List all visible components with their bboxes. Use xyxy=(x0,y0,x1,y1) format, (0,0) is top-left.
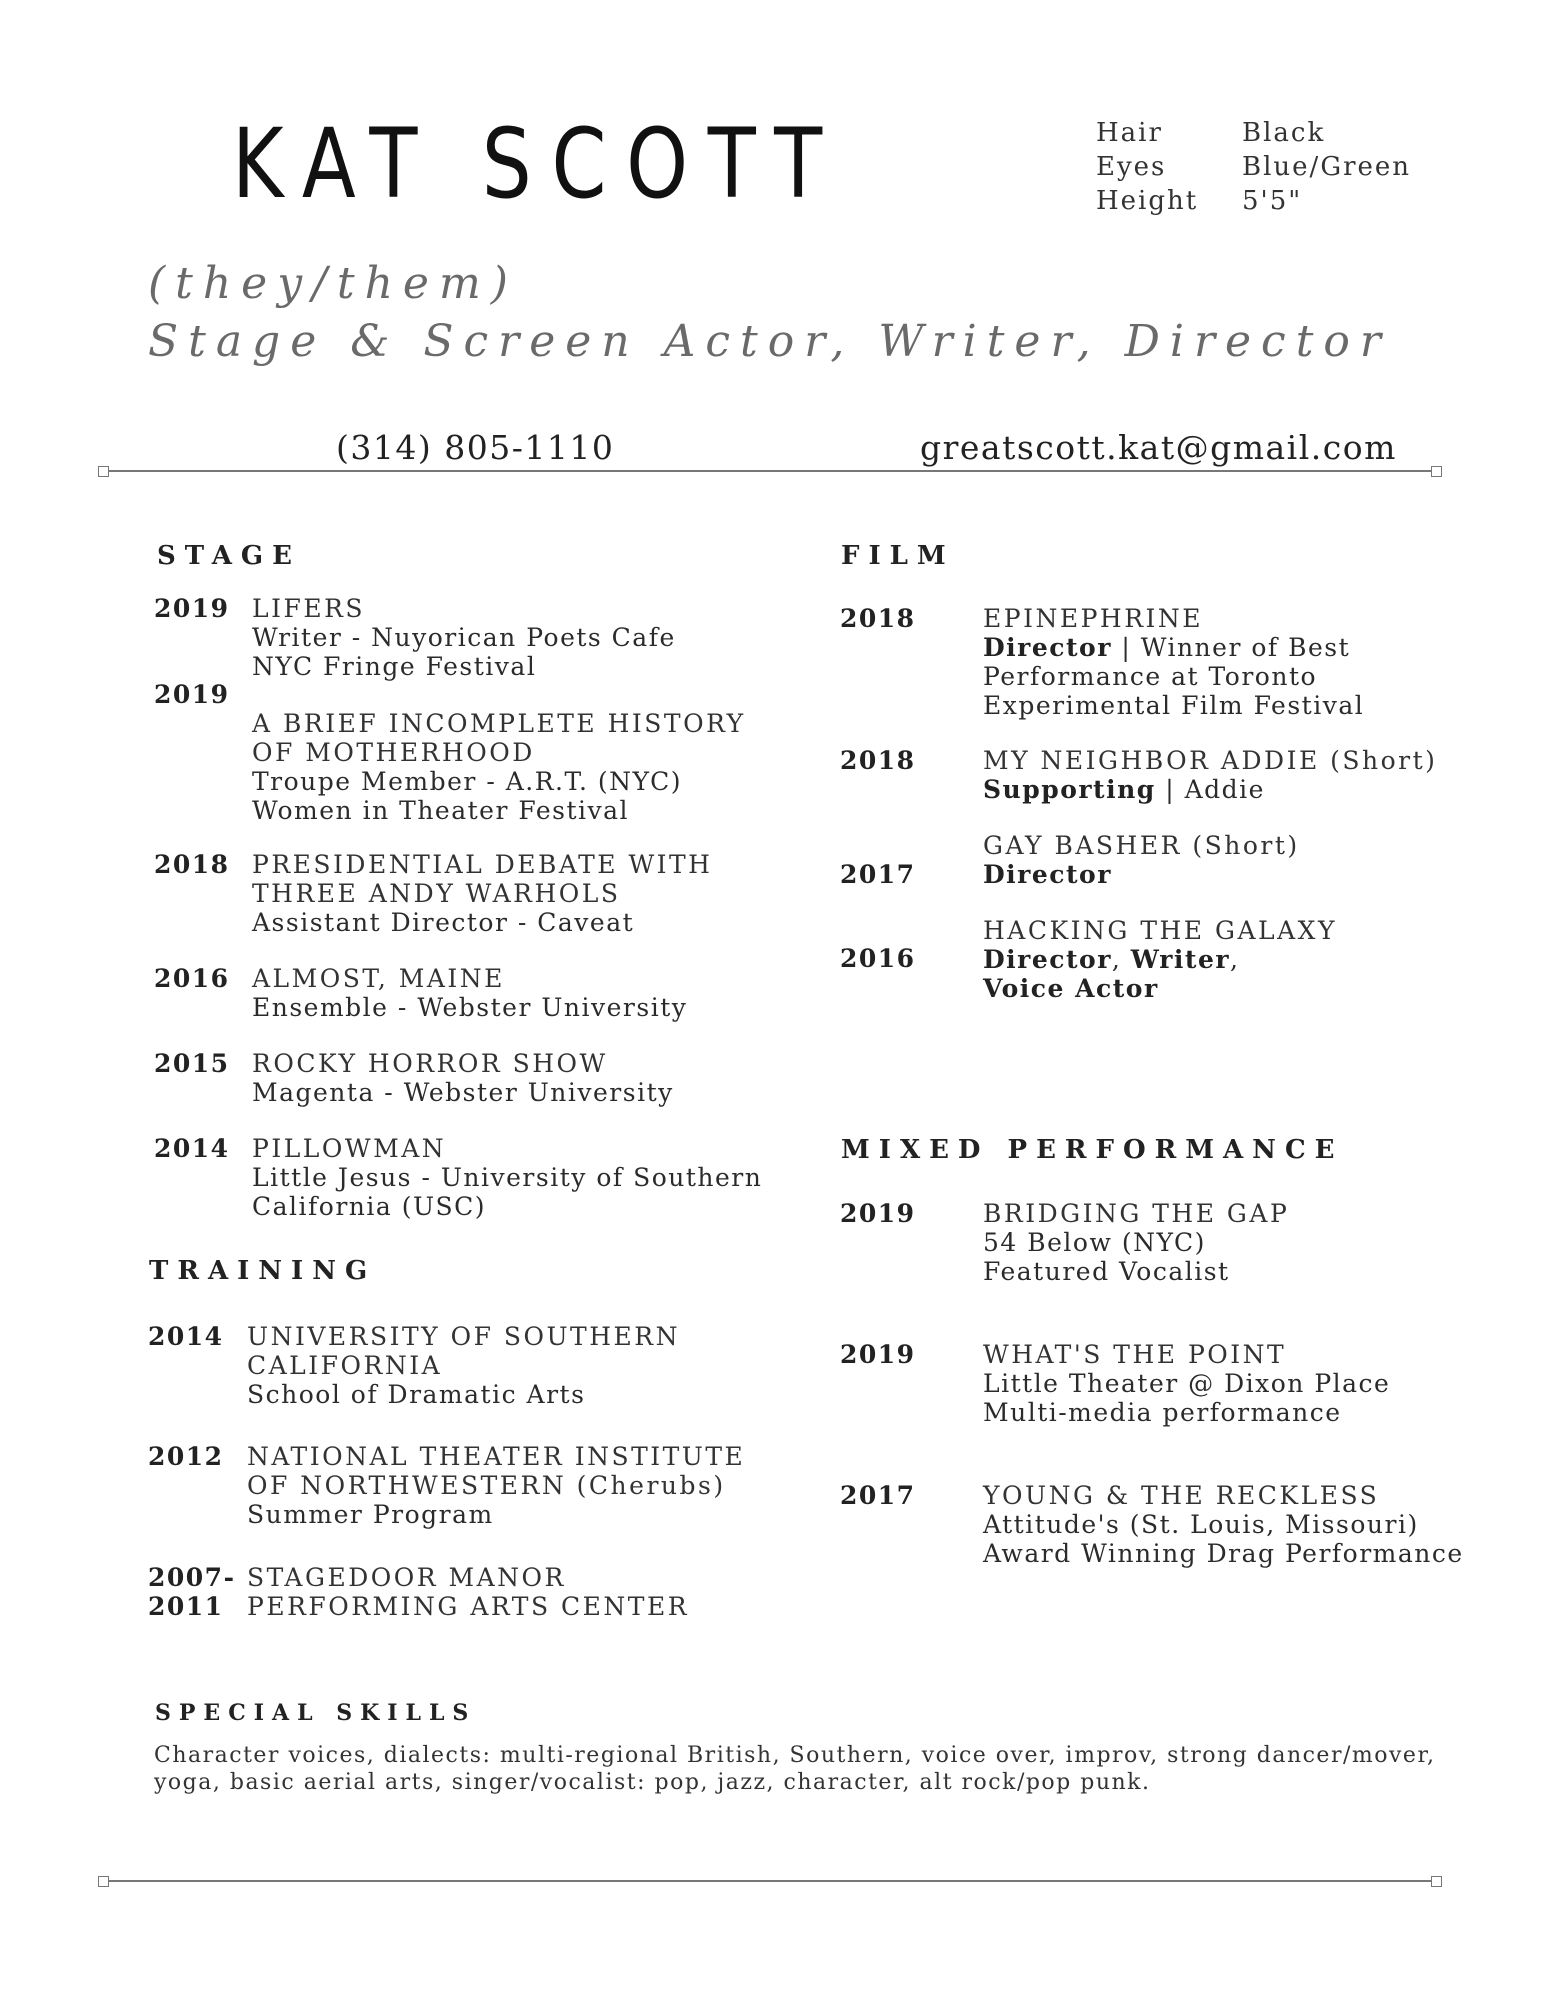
divider-handle xyxy=(98,466,109,477)
entry-detail: Writer - Nuyorican Poets Cafe xyxy=(252,623,676,652)
stat-value: 5'5" xyxy=(1242,186,1303,216)
entry-year: 2017 xyxy=(840,1481,916,1510)
entry-year: 2014 xyxy=(154,1134,230,1163)
mixed-performance-heading: MIXED PERFORMANCE xyxy=(841,1135,1344,1165)
entry-title: CALIFORNIA xyxy=(247,1351,443,1380)
entry-title: LIFERS xyxy=(252,594,366,623)
film-entry xyxy=(983,746,1437,804)
entry-detail: , xyxy=(1230,945,1240,974)
entry-detail: Women in Theater Festival xyxy=(252,796,630,825)
entry-detail: | Addie xyxy=(1155,775,1265,804)
entry-title: GAY BASHER (Short) xyxy=(983,831,1300,860)
entry-detail: | Winner of Best xyxy=(1111,633,1351,662)
entry-detail: School of Dramatic Arts xyxy=(247,1380,586,1409)
entry-year: 2016 xyxy=(154,964,230,993)
film-entry xyxy=(983,916,1337,1003)
entry-role: Supporting xyxy=(983,775,1156,804)
training-heading: TRAINING xyxy=(149,1256,377,1286)
entry-title: THREE ANDY WARHOLS xyxy=(252,879,621,908)
entry-year: 2017 xyxy=(840,860,916,889)
entry-year: 2018 xyxy=(154,850,230,879)
stage-entry xyxy=(252,1049,674,1107)
stage-entry xyxy=(252,1134,762,1221)
entry-detail: Multi-media performance xyxy=(983,1398,1342,1427)
entry-title: STAGEDOOR MANOR xyxy=(247,1563,566,1592)
entry-detail: , xyxy=(1111,945,1131,974)
entry-role: Writer xyxy=(1130,945,1231,974)
entry-title: PRESIDENTIAL DEBATE WITH xyxy=(252,850,713,879)
stage-entry xyxy=(252,594,676,681)
entry-year: 2016 xyxy=(840,944,916,973)
entry-role: Director xyxy=(983,945,1112,974)
top-divider xyxy=(102,470,1438,472)
entry-title: PERFORMING ARTS CENTER xyxy=(247,1592,690,1621)
stage-entry xyxy=(252,850,713,937)
special-skills-heading: SPECIAL SKILLS xyxy=(155,1700,477,1726)
entry-year: 2019 xyxy=(154,680,230,709)
entry-year: 2018 xyxy=(840,746,916,775)
divider-handle xyxy=(1431,1876,1442,1887)
entry-title: MY NEIGHBOR ADDIE (Short) xyxy=(983,746,1438,775)
entry-title: A BRIEF INCOMPLETE HISTORY xyxy=(252,709,746,738)
entry-title: HACKING THE GALAXY xyxy=(983,916,1337,945)
bottom-divider xyxy=(102,1880,1438,1882)
stat-label: Hair xyxy=(1096,118,1163,148)
entry-detail: NYC Fringe Festival xyxy=(252,652,537,681)
training-entry xyxy=(247,1442,745,1529)
entry-year: 2019 xyxy=(840,1340,916,1369)
stage-entry xyxy=(252,964,687,1022)
mixed-entry xyxy=(983,1199,1289,1286)
entry-detail: Little Jesus - University of Southern xyxy=(252,1163,763,1192)
entry-year: 2015 xyxy=(154,1049,230,1078)
entry-title: ROCKY HORROR SHOW xyxy=(252,1049,608,1078)
entry-title: EPINEPHRINE xyxy=(983,604,1204,633)
email-address: greatscott.kat@gmail.com xyxy=(920,428,1397,467)
entry-detail: Troupe Member - A.R.T. (NYC) xyxy=(252,767,682,796)
year-end: 2011 xyxy=(148,1592,224,1621)
actor-name: KAT SCOTT xyxy=(232,108,842,220)
divider-handle xyxy=(1431,466,1442,477)
entry-title: PILLOWMAN xyxy=(252,1134,447,1163)
training-entry xyxy=(247,1563,689,1621)
entry-detail: Little Theater @ Dixon Place xyxy=(983,1369,1391,1398)
special-skills-text: Character voices, dialects: multi-regional British, Southern, voice over, improv, strong dancer/mover, yoga, basic aerial arts, singer/vocalist: pop, jazz, character, alt rock/pop punk. xyxy=(154,1743,1436,1795)
entry-detail: Summer Program xyxy=(247,1500,494,1529)
stat-value: Black xyxy=(1242,118,1326,148)
mixed-entry xyxy=(983,1481,1464,1568)
entry-title: WHAT'S THE POINT xyxy=(983,1340,1287,1369)
entry-title: UNIVERSITY OF SOUTHERN xyxy=(247,1322,680,1351)
entry-detail: Assistant Director - Caveat xyxy=(252,908,635,937)
entry-title: YOUNG & THE RECKLESS xyxy=(983,1481,1380,1510)
entry-detail: Award Winning Drag Performance xyxy=(983,1539,1464,1568)
entry-title: OF NORTHWESTERN (Cherubs) xyxy=(247,1471,726,1500)
film-heading: FILM xyxy=(841,541,955,571)
stage-heading: STAGE xyxy=(157,541,301,571)
training-entry xyxy=(247,1322,680,1409)
entry-detail: Attitude's (St. Louis, Missouri) xyxy=(983,1510,1419,1539)
stage-entry xyxy=(252,709,746,825)
entry-title: OF MOTHERHOOD xyxy=(252,738,535,767)
stat-label: Eyes xyxy=(1096,152,1167,182)
entry-year: 2019 xyxy=(154,594,230,623)
film-entry xyxy=(983,604,1364,720)
entry-title: BRIDGING THE GAP xyxy=(983,1199,1290,1228)
divider-handle xyxy=(98,1876,109,1887)
entry-title: NATIONAL THEATER INSTITUTE xyxy=(247,1442,746,1471)
entry-detail: Ensemble - Webster University xyxy=(252,993,688,1022)
entry-detail: 54 Below (NYC) xyxy=(983,1228,1206,1257)
entry-detail: Featured Vocalist xyxy=(983,1257,1230,1286)
mixed-entry xyxy=(983,1340,1390,1427)
entry-role: Director xyxy=(983,860,1112,889)
entry-detail: Experimental Film Festival xyxy=(983,691,1365,720)
entry-detail: Performance at Toronto xyxy=(983,662,1318,691)
entry-detail: Magenta - Webster University xyxy=(252,1078,674,1107)
entry-role: Director xyxy=(983,633,1112,662)
pronouns: (they/them) xyxy=(148,258,518,309)
entry-year: 2018 xyxy=(840,604,916,633)
year-start: 2007- xyxy=(148,1563,236,1592)
entry-year xyxy=(148,1563,235,1621)
entry-role: Voice Actor xyxy=(983,974,1159,1003)
entry-role-line xyxy=(983,775,1437,804)
entry-role-line xyxy=(983,633,1364,662)
entry-year: 2019 xyxy=(840,1199,916,1228)
stat-value: Blue/Green xyxy=(1242,152,1412,182)
stat-label: Height xyxy=(1096,186,1199,216)
entry-role-line xyxy=(983,945,1337,974)
entry-year: 2012 xyxy=(148,1442,224,1471)
film-entry xyxy=(983,831,1300,889)
phone-number: (314) 805-1110 xyxy=(336,428,615,467)
professional-title: Stage & Screen Actor, Writer, Director xyxy=(148,316,1391,367)
entry-title: ALMOST, MAINE xyxy=(252,964,505,993)
entry-detail: California (USC) xyxy=(252,1192,487,1221)
entry-year: 2014 xyxy=(148,1322,224,1351)
